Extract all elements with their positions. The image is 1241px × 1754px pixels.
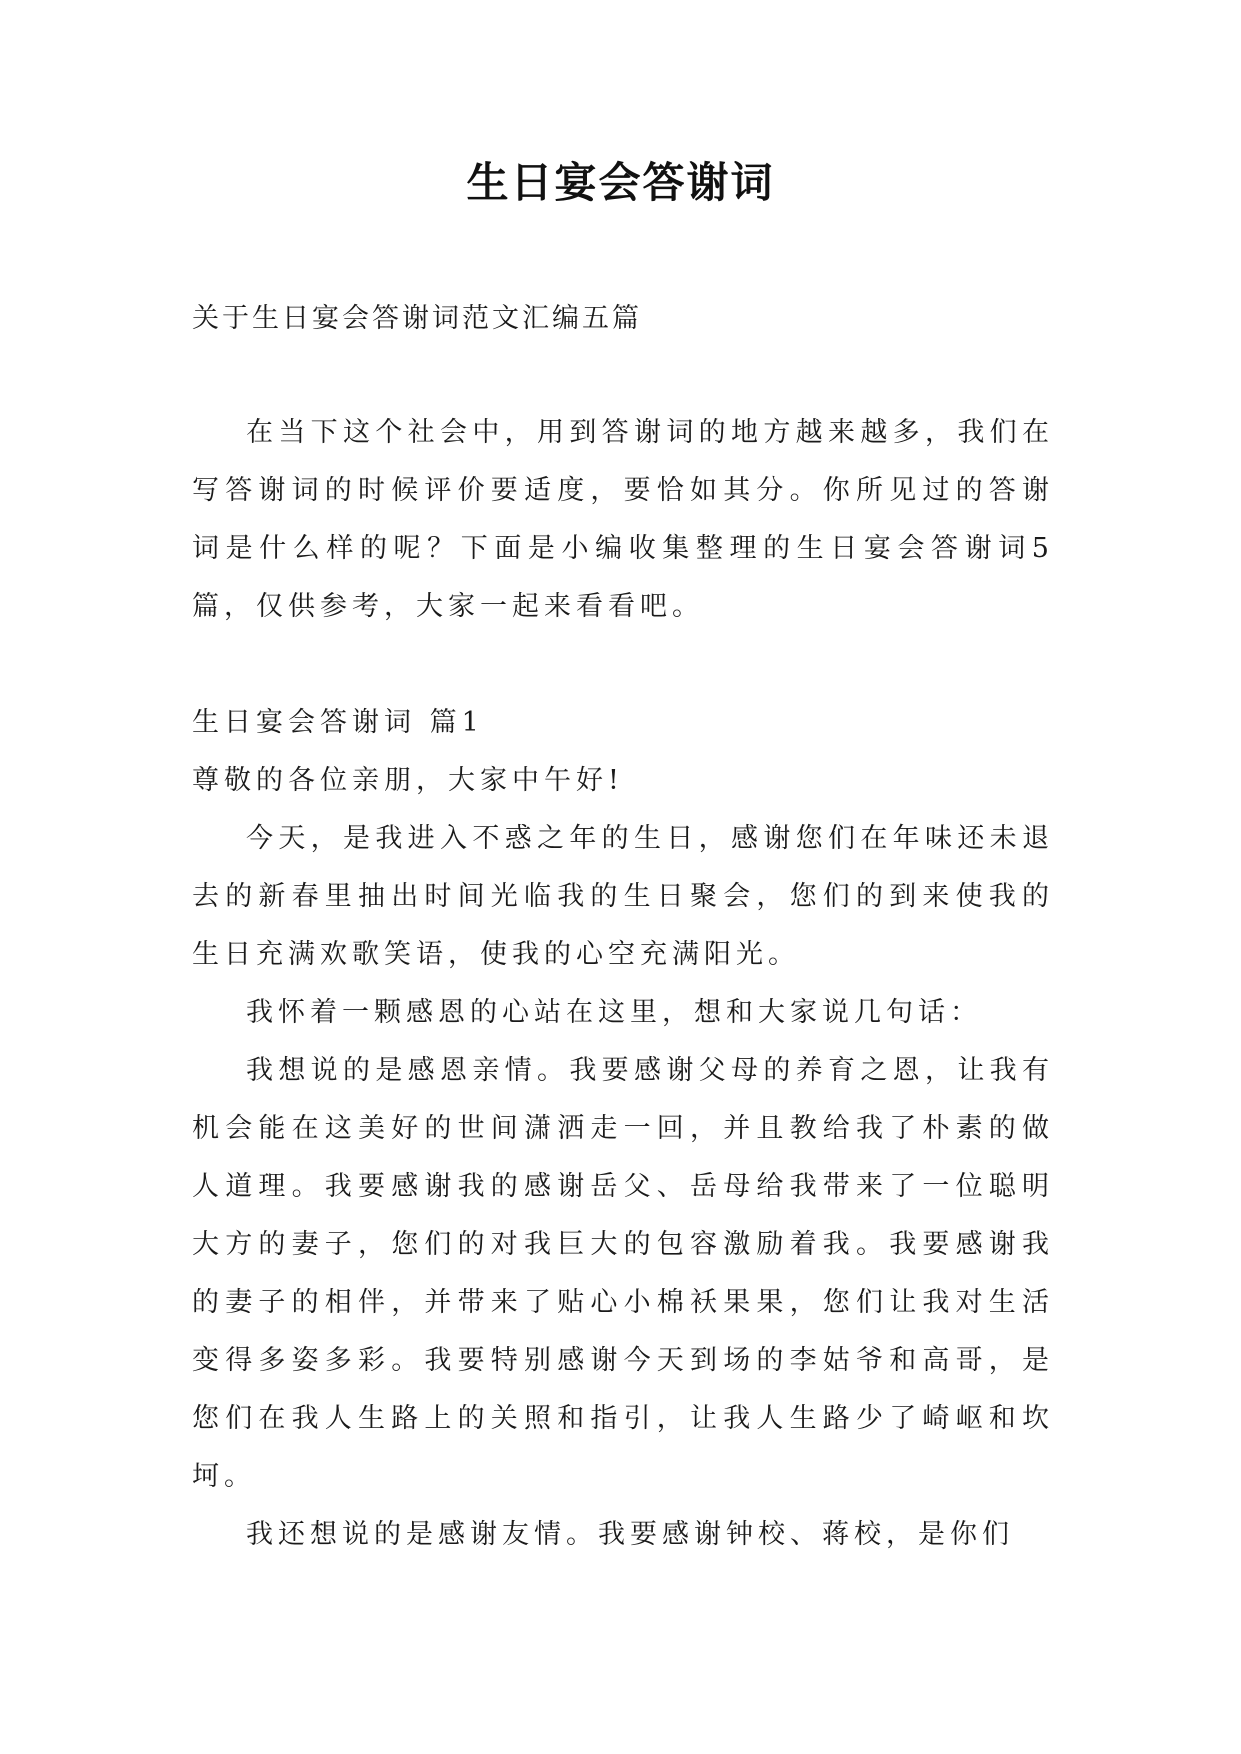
document-body bbox=[192, 404, 1054, 1564]
document-subtitle: 关于生日宴会答谢词范文汇编五篇 bbox=[192, 303, 642, 334]
section-heading: 生日宴会答谢词 篇1 bbox=[192, 707, 484, 738]
body-paragraph: 今天，是我进入不惑之年的生日，感谢您们在年味还未退去的新春里抽出时间光临我的生日聚会，您们的到来使我的生日充满欢歌笑语，使我的心空充满阳光。 bbox=[192, 823, 1054, 970]
body-paragraph: 我怀着一颗感恩的心站在这里，想和大家说几句话： bbox=[246, 997, 982, 1028]
greeting-line: 尊敬的各位亲朋，大家中午好! bbox=[192, 765, 624, 796]
body-paragraph: 我想说的是感恩亲情。我要感谢父母的养育之恩，让我有机会能在这美好的世间潇洒走一回，并且教给我了朴素的做人道理。我要感谢我的感谢岳父、岳母给我带来了一位聪明大方的妻子，您们的对我巨大的包容激励着我。我要感谢我的妻子的相伴，并带来了贴心小棉袄果果，您们让我对生活变得多姿多彩。我要特别感谢今天到场的李姑爷和高哥，是您们在我人生路上的关照和指引，让我人生路少了崎岖和坎坷。 bbox=[192, 1055, 1054, 1492]
intro-paragraph: 在当下这个社会中，用到答谢词的地方越来越多，我们在写答谢词的时候评价要适度，要恰如其分。你所见过的答谢词是什么样的呢？下面是小编收集整理的生日宴会答谢词5篇，仅供参考，大家一起来看看吧。 bbox=[192, 417, 1054, 622]
document-title: 生日宴会答谢词 bbox=[466, 158, 775, 207]
body-paragraph: 我还想说的是感谢友情。我要感谢钟校、蒋校，是你们 bbox=[246, 1519, 1014, 1550]
